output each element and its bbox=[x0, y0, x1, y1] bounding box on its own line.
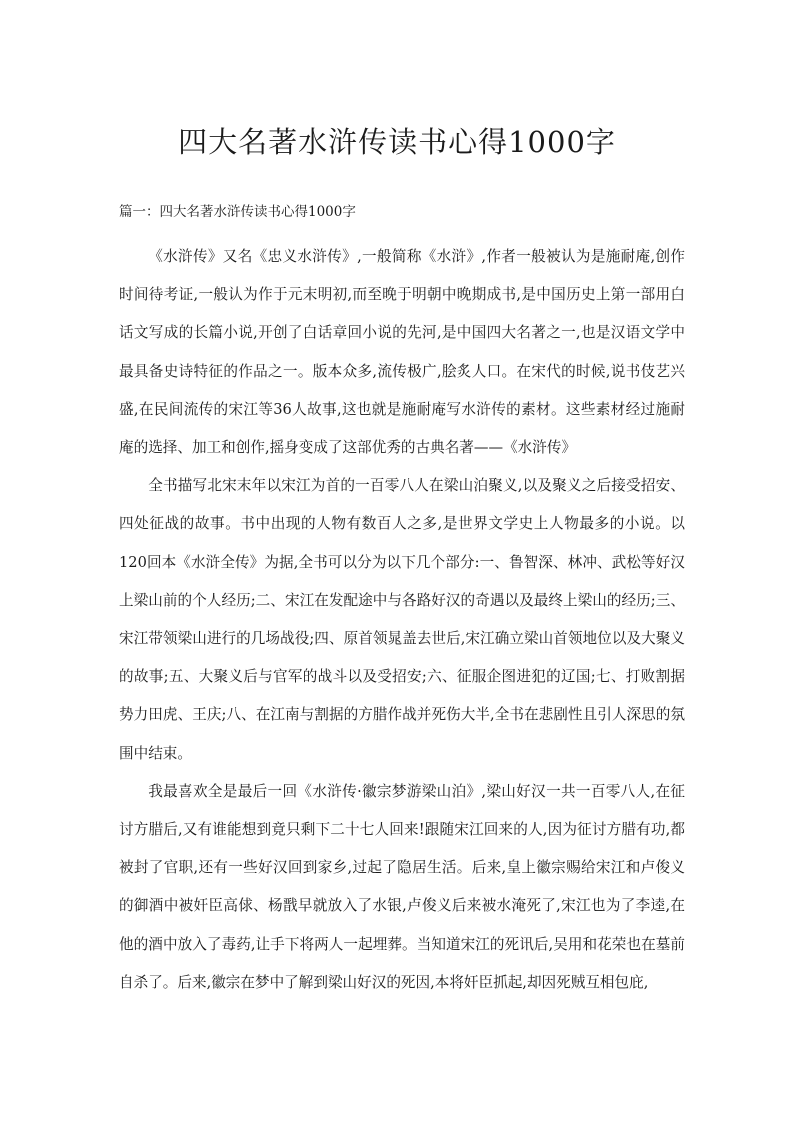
paragraph-2: 全书描写北宋末年以宋江为首的一百零八人在梁山泊聚义,以及聚义之后接受招安、四处征战的故事。书中出现的人物有数百人之多,是世界文学史上人物最多的小说。以120回本《水浒全传》为据,全书可以分为以下几个部分:一、鲁智深、林冲、武松等好汉上梁山前的个人经历;二、宋江在发配途中与各路好汉的奇遇以及最终上梁山的经历;三、宋江带领梁山进行的几场战役;四、原首领晁盖去世后,宋江确立梁山首领地位以及大聚义的故事;五、大聚义后与官军的战斗以及受招安;六、征服企图进犯的辽国;七、打败割据势力田虎、王庆;八、在江南与割据的方腊作战并死伤大半,全书在悲剧性且引人深思的氛围中结束。 bbox=[119, 477, 685, 762]
paragraph-1: 《水浒传》又名《忠义水浒传》,一般简称《水浒》,作者一般被认为是施耐庵,创作时间待考证,一般认为作于元末明初,而至晚于明朝中晚期成书,是中国历史上第一部用白话文写成的长篇小说,开创了白话章回小说的先河,是中国四大名著之一,也是汉语文学中最具备史诗特征的作品之一。版本众多,流传极广,脍炙人口。在宋代的时候,说书伎艺兴盛,在民间流传的宋江等36人故事,这也就是施耐庵写水浒传的素材。这些素材经过施耐庵的选择、加工和创作,摇身变成了这部优秀的古典名著——《水浒传》 bbox=[119, 248, 685, 457]
paragraph-3: 我最喜欢全是最后一回《水浒传·徽宗梦游梁山泊》,梁山好汉一共一百零八人,在征讨方腊后,又有谁能想到竟只剩下二十七人回来!跟随宋江回来的人,因为征讨方腊有功,都被封了官职,还有一些好汉回到家乡,过起了隐居生活。后来,皇上徽宗赐给宋江和卢俊义的御酒中被奸臣高俅、杨戬早就放入了水银,卢俊义后来被水淹死了,宋江也为了李逵,在他的酒中放入了毒药,让手下将两人一起埋葬。当知道宋江的死讯后,吴用和花荣也在墓前自杀了。后来,徽宗在梦中了解到梁山好汉的死因,本将奸臣抓起,却因死贼互相包庇, bbox=[119, 782, 685, 991]
document-body bbox=[119, 238, 685, 1002]
section-heading: 篇一：四大名著水浒传读书心得1000字 bbox=[119, 204, 356, 220]
document-title: 四大名著水浒传读书心得1000字 bbox=[178, 125, 616, 159]
